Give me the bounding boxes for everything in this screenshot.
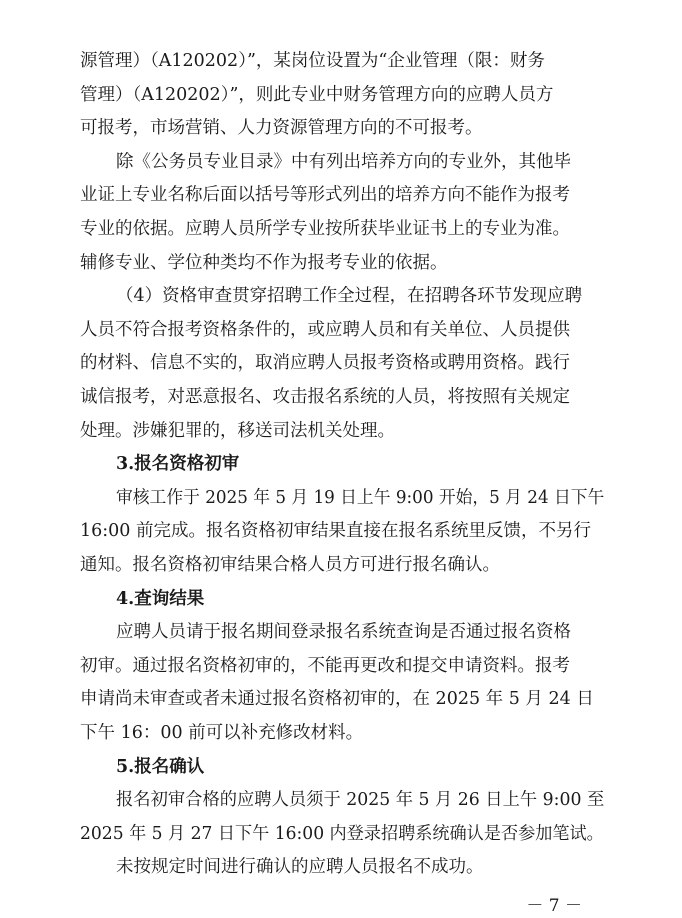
text-line: 下午 16：00 前可以补充修改材料。 [80, 723, 364, 743]
section-heading: 3.报名资格初审 [116, 454, 240, 475]
text-line: 除《公务员专业目录》中有列出培养方向的专业外，其他毕 [116, 151, 571, 172]
page-number: － 7 － [526, 896, 582, 916]
text-line: 源管理）（A120202）”，某岗位设置为“企业管理（限：财务 [80, 51, 545, 71]
text-line: 未按规定时间进行确认的应聘人员报名不成功。 [116, 857, 484, 878]
text-line: 通知。报名资格初审结果合格人员方可进行报名确认。 [80, 555, 500, 575]
text-line: 2025 年 5 月 27 日下午 16:00 内登录招聘系统确认是否参加笔试。 [80, 823, 604, 844]
text-line: 专业的依据。应聘人员所学专业按所获毕业证书上的专业为准。 [80, 219, 570, 239]
text-line: 诚信报考，对恶意报名、攻击报名系统的人员，将按照有关规定 [80, 387, 570, 407]
text-line: 初审。通过报名资格初审的，不能再更改和提交申请资料。报考 [80, 655, 570, 676]
text-line: 处理。涉嫌犯罪的，移送司法机关处理。 [80, 420, 395, 441]
text-line: 应聘人员请于报名期间登录报名系统查询是否通过报名资格 [116, 622, 571, 643]
text-line: （4）资格审查贯穿招聘工作全过程，在招聘各环节发现应聘 [116, 286, 583, 307]
text-line: 人员不符合报考资格条件的，或应聘人员和有关单位、人员提供 [80, 319, 570, 340]
text-line: 的材料、信息不实的，取消应聘人员报考资格或聘用资格。践行 [80, 353, 570, 374]
section-heading: 5.报名确认 [116, 756, 205, 777]
text-line: 审核工作于 2025 年 5 月 19 日上午 9:00 开始，5 月 24 日下午 [116, 487, 605, 508]
text-line: 申请尚未审查或者未通过报名资格初审的，在 2025 年 5 月 24 日 [80, 689, 594, 710]
text-line: 可报考，市场营销、人力资源管理方向的不可报考。 [80, 118, 483, 139]
text-line: 辅修专业、学位种类均不作为报考专业的依据。 [80, 252, 448, 273]
text-line: 16:00 前完成。报名资格初审结果直接在报名系统里反馈，不另行 [80, 521, 591, 542]
text-line: 管理）（A120202）”，则此专业中财务管理方向的应聘人员方 [80, 84, 554, 105]
text-line: 报名初审合格的应聘人员须于 2025 年 5 月 26 日上午 9:00 至 [116, 790, 605, 811]
text-line: 业证上专业名称后面以括号等形式列出的培养方向不能作为报考 [80, 185, 570, 206]
section-heading: 4.查询结果 [116, 588, 205, 609]
